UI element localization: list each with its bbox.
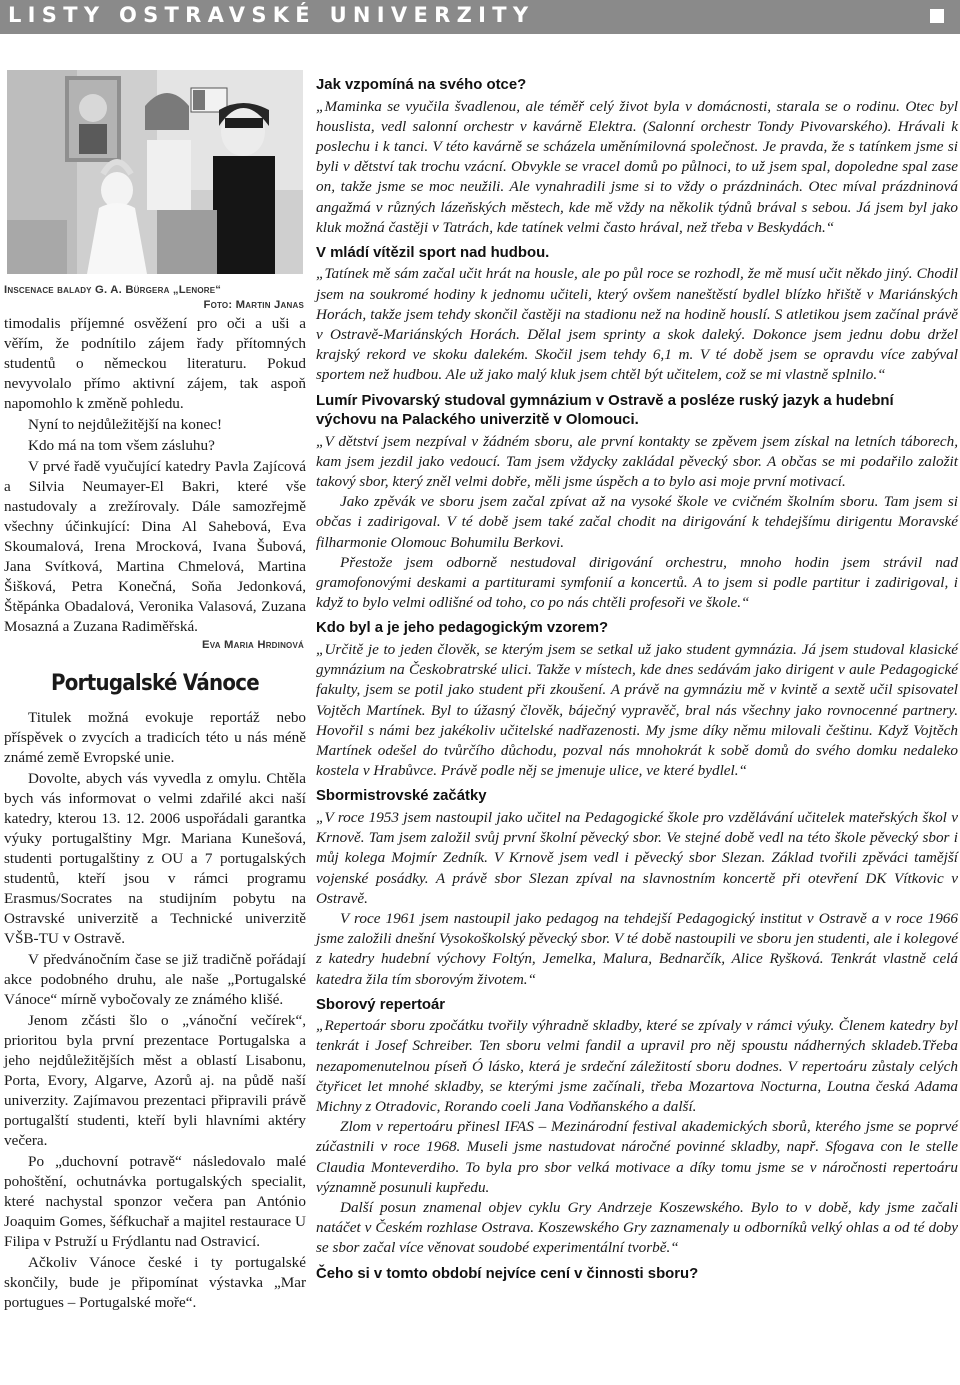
running-header <box>0 0 960 34</box>
paragraph: Jenom zčásti šlo o „vánoční večírek“, prioritou byla první prezentace Portugalska a jeho nejdůležitějších měst a oblastí Lisabonu, Porta, Evory, Algarve, Azorů aj. na půdě naší univerzity. Zajímavou prezentaci připravili právě portugalští studenti, kteří byli hlavními aktéry večera. <box>4 1012 306 1149</box>
interview-answer: Další posun znamenal objev cyklu Gry Andrzeje Koszewského. Bylo to v době, kdy jsme začali natáčet v Českém rozhlase Ostrava. Koszewského Gry zaznamenaly u odborníků velký ohlas a od té doby se sbor začal více věnovat soudobé experimentální tvorbě.“ <box>316 1199 958 1257</box>
right-column <box>316 76 958 1285</box>
interview-question: Čeho si v tomto období nejvíce cení v činnosti sboru? <box>316 1265 699 1282</box>
interview-answer: „Repertoár sboru zpočátku tvořily výhradně skladby, které se zpívaly v rámci výuky. Členem katedry byl tenkrát i Josef Schreiber. Ten sboru velmi fandil a upravil pro něj spoustu nádherných skladeb.Třeba nezapomenutelnou píseň Ó lásko, která je srdeční záležitostí sboru dodnes. V repertoáru zůstaly celých čtyřicet let mnohé skladby, se kterými jsme začínali, třeba Mozartova Nocturna, Loutna česká Adama Michny z Otradovic, Rorando coeli Jana Vodňanského a další. <box>316 1017 958 1116</box>
interview-question: Sbormistrovské začátky <box>316 788 487 805</box>
interview-question: Lumír Pivovarský studoval gymnázium v Ostravě a posléze ruský jazyk a hudební výchovu na Palackého univerzitě v Olomouci. <box>316 392 894 429</box>
paragraph: Kdo má na tom všem zásluhu? <box>28 437 215 454</box>
puppet-photo <box>7 70 303 274</box>
author-name: Eva Maria Hrdinová <box>202 639 304 651</box>
interview-answer: „Určitě je to jeden člověk, se kterým jsem se setkal už jako student gymnázia. Já jsem studoval klasické gymnázium na Českobratrské ulici. Takže v místech, kde dnes sedávám jako dirigent v aule Pedagogické fakulty, jsem se potil jako student při zkoušení. A právě na gymnáziu mě v kvintě a sextě učil spisovatel Vojtěch Martínek. Byl to úžasný člověk, báječný vypravěč, bral nás všechny jako rovnocenné partnery. Hovořil s námi bez jakékoliv učitelské nadřazenosti. My jsme díky němu milovali češtinu. Když Vojtěch Martínek odešel do tvůrčího důchodu, pozval nás mnohokrát k sobě domů do svého domku nedaleko kostela v Hrabůvce. Právě podle něj se jmenuje ulice, ve které bydlel.“ <box>316 640 958 780</box>
caption-title: Inscenace balady G. A. Bürgera „Lenore“ <box>4 284 222 296</box>
paragraph: V prvé řadě vyučující katedry Pavla Zajícová a Silvia Neumayer-El Bakri, které vše nastudovaly a zrežírovaly. Dále samozřejmě všechny účinkující: Dina Al Sahebová, Eva Skoumalová, Irena Mrocková, Ivana Šubová, Jana Svítková, Martina Chmelová, Martina Šišková, Petra Konečná, Soňa Jedonková, Štěpánka Obadalová, Veronika Valasová, Zuzana Mosazná a Zuzana Radiměřská. <box>4 458 306 635</box>
interview-answer: „V roce 1953 jsem nastoupil jako učitel na Pedagogické škole pro vzdělávání učitelek mateřských škol v Krnově. Tam jsem založil svůj první školní pěvecký sbor. Ve stejné době vedl na této škole pěvecký sbor i můj kolega Mojmír Zedník. V Krnově jsem vedl i pěvecký sbor Slezan. Základ tvořili zpěváci tamější vojenské posádky. A právě sbor Slezan zpíval na slavnostním koncertě při otevření DK Vítkovic v Ostravě. <box>316 808 958 907</box>
paragraph: Dovolte, abych vás vyvedla z omylu. Chtěla bych vás informovat o velmi zdařilé akci naší katedry, kterou 13. 12. 2006 uspořádali garantka výuky portugalštiny Mgr. Mariana Kunešová, studenti portugalštiny z OU a 7 portugalských studentů, kteří jsou v rámci programu Erasmus/Socrates na studijním pobytu na Ostravské univerzitě a Technické univerzitě VŠB-TU v Ostravě. <box>4 770 306 947</box>
interview-answer: Zlom v repertoáru přinesl IFAS – Mezinárodní festival akademických sborů, kterého jsme se poprvé zúčastnili v roce 1968. Museli jsme nastudovat náročné povinné skladby, např. Sfogava con le stelle Claudia Monteverdiho. To byla pro sbor velká motivace a díky tomu jsme se v náročnosti repertoáru významně posunuli kupředu. <box>316 1118 958 1196</box>
paragraph: Titulek možná evokuje reportáž nebo příspěvek o zvycích a tradicích této u nás méně známé země Evropské unie. <box>4 709 306 766</box>
interview-answer: „Maminka se vyučila švadlenou, ale téměř celý život byla v domácnosti, starala se o rodinu. Otec byl houslista, vedl salonní orchestr v kavárně Elektra. (Salonní orchestr Tondy Pivovarského). Hrávali k poslechu i k tanci. V této kavárně se scházela uměnímilovná společnost. Je pravda, že s tatínkem jsme si byli v dětství tak trochu vzácní. Obvykle se vracel domů po půlnoci, to už jsem spal, dopoledne spal zase on, takže jsme se moc neužili. Ale vynahradili jsme si to vždy o prázdninách. Otec míval prázdninová angažmá v různých lázeňských městech, kde mě vždy na několik týdnů brával s sebou. Já jsem byl jako kluk možná častěji v Tatrách, kde tatínek velmi často hrával, než třeba v Beskydách.“ <box>316 97 958 236</box>
interview-answer: Jako zpěvák ve sboru jsem začal zpívat až na vysoké škole ve cvičném školním sboru. Tam jsem si občas i zadirigoval. V té době jsem také začal chodit na dirigování k tehdejšímu dirigentu Moravské filharmonie Olomouc Bohumilu Berkovi. <box>316 493 958 551</box>
paragraph: Nyní to nejdůležitější na konec! <box>28 416 223 433</box>
photo-caption <box>4 283 306 313</box>
interview-question: Sborový repertoár <box>316 996 446 1013</box>
photo-illustration <box>7 70 303 274</box>
interview-answer: V roce 1961 jsem nastoupil jako pedagog na tehdejší Pedagogický institut v Ostravě a v roce 1966 jsme založili dnešní Vysokoškolský pěvecký sbor. V té době nastoupili ve sboru jen studenti, ale i kolegové z katedry hudební výchovy Foltýn, Jemelka, Malura, Bednarčík, Alice Ryšková. Tenkrát vlastně celá katedra žila tím sborovým životem.“ <box>316 909 958 988</box>
interview-answer: Přestože jsem odborně nestudoval dirigování orchestru, mnoho hodin jsem strávil nad gramofonovými deskami a partiturami symfonií a koncertů. A to jsem si podle partitur i zadirigoval, i když to bylo velmi odlišné od toho, co po nás chtěli profesoři ve škole.“ <box>316 553 958 612</box>
interview-answer: „Tatínek mě sám začal učit hrát na housle, ale po půl roce se rozhodl, že mě musí učit někdo jiný. Chodil jsem na soukromé hodiny k jednomu učiteli, který ovšem naneštěstí bydlel blízko hřiště v Mariánských Horách, takže jsem tehdy skončil častěji na stadionu než na hodině houslí. S atletikou jsem začínal právě v Ostravě-Mariánských Horách. Dělal jsem sprinty a skok daleký. Dokonce jsem jednu dobu držel krajský rekord ve skoku dalekém. Skočil jsem tehdy 6,1 m. V té době jsem se opravdu více zabýval sportem než hudbou. Ale už jako malý kluk jsem chtěl být učitelem, což se mi vlastně splnilo.“ <box>316 265 958 384</box>
paragraph: V předvánočním čase se již tradičně pořádají akce podobného druhu, ale naše „Portugalské Vánoce“ mírně vybočovaly ze známého klišé. <box>4 951 306 1008</box>
paragraph: timodalis příjemné osvěžení pro oči a uši a věřím, že podnítilo zájem řady přítomných studentů o německou literaturu. Pokud nevyvolalo přímo aktivní zájem, tak aspoň napomohlo k změně pohledu. <box>4 315 306 412</box>
article-title: Portugalské Vánoce <box>50 671 260 696</box>
paragraph: Ačkoliv Vánoce české i ty portugalské skončily, bude je připomínat výstavka „Mar portugues – Portugalské moře“. <box>4 1254 306 1311</box>
header-square-icon <box>930 9 944 23</box>
left-column <box>4 70 306 1313</box>
photo-credit: Foto: Martin Janas <box>203 299 304 311</box>
journal-title: LISTY OSTRAVSKÉ UNIVERZITY <box>8 3 535 27</box>
paragraph: Po „duchovní potravě“ následovalo malé pohoštění, ochutnávka portugalských specialit, které nachystal sponzor večera pan António Joaquim Gomes, šéfkuchař a majitel restaurace U Filipa v Pstruží u Frýdlantu nad Ostravicí. <box>4 1153 306 1250</box>
interview-question: Jak vzpomíná na svého otce? <box>316 77 527 93</box>
interview-question: Kdo byl a je jeho pedagogickým vzorem? <box>316 620 609 637</box>
interview-question: V mládí vítězil sport nad hudbou. <box>316 244 550 261</box>
interview-answer: „V dětství jsem nezpíval v žádném sboru, ale první kontakty se zpěvem jsem získal na letních táborech, kam jsem jezdil jako vedoucí. Tam jsem vždycky zakládal pěvecký sbor. A občas se mi podařilo založit takový sbor, který zněl velmi dobře, měli jsme úspěch a to bylo asi moje první motivací. <box>316 432 958 491</box>
